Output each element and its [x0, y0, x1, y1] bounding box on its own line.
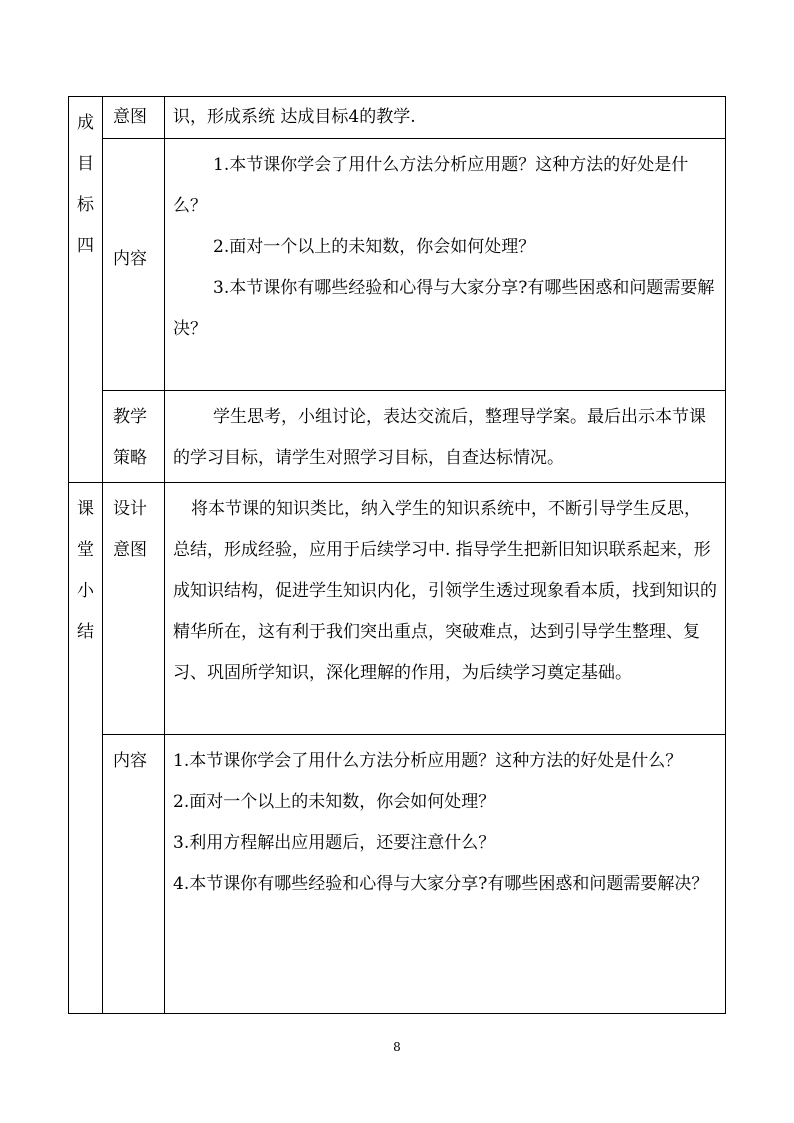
row-content-cell [165, 139, 726, 391]
paragraph: 3.利用方程解出应用题后，还要注意什么？ [173, 833, 496, 853]
table-row [69, 139, 726, 391]
section-label-char: 课 [77, 499, 94, 519]
paragraph: 3.本节课你有哪些经验和心得与大家分享?有哪些困惑和问题需要解决？ [173, 278, 715, 339]
section-label-char: 四 [77, 236, 94, 256]
row-label: 内容 [113, 751, 147, 771]
section-label-char: 结 [77, 622, 94, 642]
page-number: 8 [393, 1040, 401, 1054]
table-row [69, 391, 726, 483]
row-label-cell [103, 139, 165, 391]
row-label-cell [103, 483, 165, 735]
row-label: 意图 [113, 107, 147, 127]
table-row [69, 735, 726, 1014]
lesson-table [68, 96, 726, 1014]
row-label-cell [103, 391, 165, 483]
section-label-char: 目 [77, 154, 94, 174]
row-content-cell [165, 97, 726, 139]
paragraph: 1.本节课你学会了用什么方法分析应用题？这种方法的好处是什么？ [173, 751, 683, 771]
section-label-char: 成 [77, 113, 94, 133]
section-label-vertical [69, 483, 102, 653]
row-label: 设计意图 [113, 499, 147, 560]
section-label-vertical [69, 97, 102, 267]
row-content-cell [165, 483, 726, 735]
row-label: 教学策略 [113, 407, 147, 468]
row-label-cell [103, 97, 165, 139]
section-label-cell [69, 483, 103, 1014]
row-label-cell [103, 735, 165, 1014]
paragraph: 4.本节课你有哪些经验和心得与大家分享?有哪些困惑和问题需要解决？ [173, 874, 709, 894]
row-content-cell [165, 391, 726, 483]
section-label-char: 小 [77, 581, 94, 601]
table-row [69, 483, 726, 735]
row-label: 内容 [113, 249, 147, 269]
paragraph: 识，形成系统 达成目标4的教学. [173, 107, 416, 127]
section-label-char: 堂 [77, 540, 94, 560]
section-label-char: 标 [77, 195, 94, 215]
table-row [69, 97, 726, 139]
paragraph: 1.本节课你学会了用什么方法分析应用题？这种方法的好处是什么？ [173, 155, 689, 216]
section-label-cell [69, 97, 103, 483]
paragraph: 2.面对一个以上的未知数，你会如何处理？ [173, 792, 496, 812]
row-content-cell [165, 735, 726, 1014]
paragraph: 2.面对一个以上的未知数，你会如何处理？ [213, 237, 536, 257]
paragraph: 学生思考，小组讨论，表达交流后，整理导学案。最后出示本节课的学习目标，请学生对照学习目标，自查达标情况。 [173, 407, 706, 468]
paragraph: 将本节课的知识类比，纳入学生的知识系统中，不断引导学生反思，总结，形成经验，应用于后续学习中. 指导学生把新旧知识联系起来，形成知识结构，促进学生知识内化，引领学生透过现象看本质，找到知识的精华所在，这有利于我们突出重点，突破难点，达到引导学生整理、复习、巩固所学知识，深化理解的作用，为后续学习奠定基础。 [173, 499, 717, 683]
